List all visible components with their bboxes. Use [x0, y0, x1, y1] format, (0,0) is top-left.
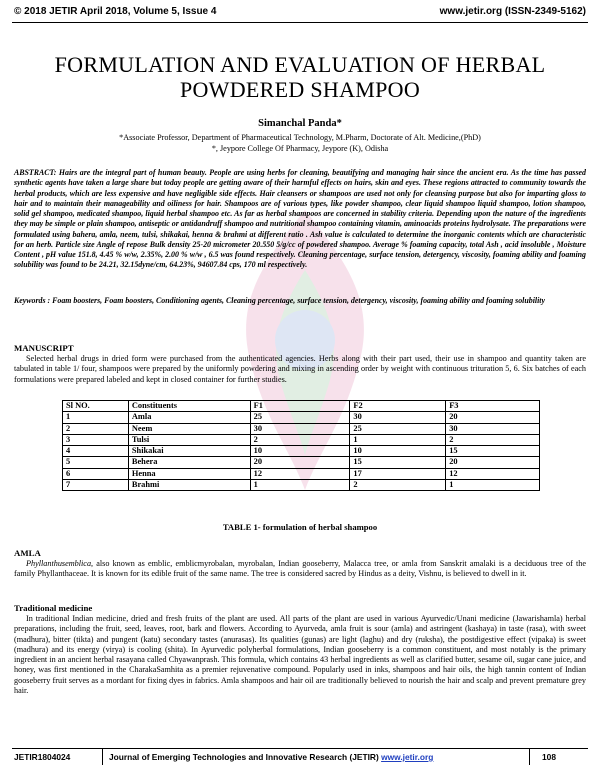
article-id: JETIR1804024 — [14, 752, 71, 762]
table-cell: 12 — [446, 468, 540, 479]
amla-paragraph — [14, 559, 586, 580]
manuscript-heading: MANUSCRIPT — [14, 343, 74, 353]
table-cell: 17 — [350, 468, 446, 479]
keywords-label: Keywords : — [14, 296, 51, 305]
footer-separator — [529, 749, 530, 765]
table-cell: 2 — [250, 434, 350, 445]
table-cell: 7 — [63, 480, 129, 491]
table-cell: 15 — [446, 446, 540, 457]
table-cell: 2 — [350, 480, 446, 491]
abstract-label: ABSTRACT: — [14, 168, 57, 177]
journal-website-issn: www.jetir.org (ISSN-2349-5162) — [439, 6, 586, 17]
table-row — [63, 434, 540, 445]
table-header-row — [63, 401, 540, 412]
amla-text: , also known as emblic, emblicmyrobalan, myrobalan, Indian gooseberry, Malacca tree, or amla from Sanskrit amalaki is a deciduous tree of the family Phyllanthaceae. It is known for its edible fruit of the same name. The tree is considered sacred by Hindus as a deity, Vishnu, is believed to dwell in it. — [14, 559, 586, 579]
table-caption: TABLE 1- formulation of herbal shampoo — [222, 522, 378, 532]
table-cell: 30 — [446, 423, 540, 434]
table-cell: 15 — [350, 457, 446, 468]
table-header-cell: F3 — [446, 401, 540, 412]
abstract — [14, 168, 586, 271]
table-header-cell: Constituents — [128, 401, 250, 412]
footer-rule — [12, 748, 588, 749]
author-affiliation — [20, 132, 580, 154]
manuscript-paragraph: Selected herbal drugs in dried form were purchased from the authenticated agencies. Herbs along with their part used, their use in shampoo and quantity taken are tabulated in table 1/ four, shampoos were prepared by the uniformly powdering and mixing in ascending order by weight with continuous trituration 5, 6. Six batches of each formulations were prepared labeled and kept in closed container for further studies. — [14, 354, 586, 384]
table-cell: 20 — [250, 457, 350, 468]
table-header-cell: Sl NO. — [63, 401, 129, 412]
table-cell: 30 — [250, 423, 350, 434]
title-line-1: FORMULATION AND EVALUATION OF HERBAL — [54, 52, 546, 77]
table-cell: Neem — [128, 423, 250, 434]
table-cell: Tulsi — [128, 434, 250, 445]
page-number: 108 — [542, 752, 556, 762]
amla-heading: AMLA — [14, 548, 41, 558]
journal-issue-info: © 2018 JETIR April 2018, Volume 5, Issue 4 — [14, 6, 217, 17]
table-cell: 1 — [446, 480, 540, 491]
keywords — [14, 296, 586, 306]
table-cell: 3 — [63, 434, 129, 445]
table-cell: Brahmi — [128, 480, 250, 491]
table-cell: Behera — [128, 457, 250, 468]
page-footer — [14, 752, 586, 766]
keywords-text: Foam boosters, Foam boosters, Conditioning agents, Cleaning percentage, surface tension, detergency, viscosity, foaming ability and foaming solubility — [50, 296, 545, 305]
affiliation-line-2: *, Jeypore College Of Pharmacy, Jeypore (K), Odisha — [211, 144, 389, 153]
table-cell: 2 — [63, 423, 129, 434]
table-cell: Shikakai — [128, 446, 250, 457]
table-row — [63, 412, 540, 423]
journal-title: Journal of Emerging Technologies and Innovative Research (JETIR) — [109, 752, 382, 762]
traditional-medicine-heading: Traditional medicine — [14, 603, 93, 613]
table-row — [63, 457, 540, 468]
table-cell: Henna — [128, 468, 250, 479]
table-header-cell: F1 — [250, 401, 350, 412]
page-header — [14, 6, 586, 20]
journal-name — [109, 752, 433, 762]
table-cell: 2 — [446, 434, 540, 445]
table-cell: 25 — [350, 423, 446, 434]
table-row — [63, 480, 540, 491]
table-cell: Amla — [128, 412, 250, 423]
table-cell: 10 — [350, 446, 446, 457]
paper-title — [20, 52, 580, 102]
table-cell: 20 — [446, 457, 540, 468]
header-rule — [12, 22, 588, 23]
author-name: Simanchal Panda* — [258, 118, 342, 129]
table-cell: 25 — [250, 412, 350, 423]
table-cell: 20 — [446, 412, 540, 423]
table-cell: 6 — [63, 468, 129, 479]
footer-separator — [102, 749, 103, 765]
table-cell: 10 — [250, 446, 350, 457]
table-row — [63, 468, 540, 479]
journal-link[interactable]: www.jetir.org — [381, 752, 434, 762]
table-row — [63, 423, 540, 434]
table-cell: 1 — [350, 434, 446, 445]
formulation-table — [62, 400, 540, 491]
abstract-text: Hairs are the integral part of human beauty. People are using herbs for cleaning, beautifying and managing hair since the ancient era. As the time has passed synthetic agents have taken a large share but today people are getting aware of their harmful effects on hairs, skin and eyes. These regions attracted to community towards the herbal products, which are less expensive and have negligible side effects. Hair cleansers or shampoos are used not only for cleansing purpose but also for imparting gloss to hair and to maintain their manageability and oiliness for hair. Shampoos are of various types, like powder shampoo, clear liquid shampoo liquid shampoo, lotion shampoo, solid gel shampoo, medicated shampoo, liquid herbal shampoo etc. As far as herbal shampoos are concerned in stability criteria. Depending upon the nature of the ingredients they may be simple or plain shampoo, antiseptic or antidandruff shampoo and nutritional shampoo containing vitamin, aminoacids proteins hydrolysate. The preparations were formulated using bahera, amla, neem, tulsi, shikakai, henna & brahmi at different ratio . Ash value is calculated to determine the inorganic contents which are characteristic for an herb. Particle size Angle of repose Bulk density 25-20 micrometer 20.550 5/g/cc of powdered shampoo. Average % foaming capacity, total Ash , acid insoluble , Moisture Content , pH value 151.8, 4.45 % w/w, 2.35%, 2.00 % w/w , 6.5 was found respectively. Cleaning percentage, surface tension, detergency, viscosity, foaming ability and foaming solubility was found to be 24.21, 32.15dyne/cm, 64.23%, 94607.84 cps, 170 ml respectively. — [14, 168, 586, 270]
table-cell: 12 — [250, 468, 350, 479]
table-row — [63, 446, 540, 457]
traditional-medicine-paragraph: In traditional Indian medicine, dried and fresh fruits of the plant are used. All parts of the plant are used in various Ayurvedic/Unani medicine (Jawarishamla) herbal preparations, including the fruit, seed, leaves, root, bark and flowers. According to Ayurveda, amla fruit is sour (amla) and astringent (kashaya) in taste (rasa), with sweet (madhura), bitter (tikta) and pungent (katu) secondary tastes (anurasas). Its qualities (gunas) are light (laghu) and dry (ruksha), the postdigestive effect (vipaka) is sweet (madhura) and its energy (virya) is cooling (shita). In Ayurvedic polyherbal formulations, Indian gooseberry is a common constituent, and most notably is the primary ingredient in an ancient herbal rasayana called Chyawanprash. This formula, which contains 43 herbal ingredients as well as clarified butter, sesame oil, sugar cane juice, and honey, was first mentioned in the CharakaSamhita as a premier rejuvenative compound. Popularly used in inks, shampoos and hair oils, the high tannin content of Indian gooseberry fruit serves as a mordant for fixing dyes in fabrics. Amla shampoos and hair oil are traditionally believed to nourish the hair and scalp and prevent premature grey hair. — [14, 614, 586, 696]
table-header-cell: F2 — [350, 401, 446, 412]
table-cell: 30 — [350, 412, 446, 423]
amla-latin-name: Phyllanthusemblica — [26, 559, 92, 568]
title-line-2: POWDERED SHAMPOO — [179, 77, 421, 102]
affiliation-line-1: *Associate Professor, Department of Pharmaceutical Technology, M.Pharm, Doctorate of Alt. Medicine,(PhD) — [119, 133, 481, 142]
table-cell: 5 — [63, 457, 129, 468]
table-cell: 1 — [250, 480, 350, 491]
table-cell: 1 — [63, 412, 129, 423]
table-cell: 4 — [63, 446, 129, 457]
